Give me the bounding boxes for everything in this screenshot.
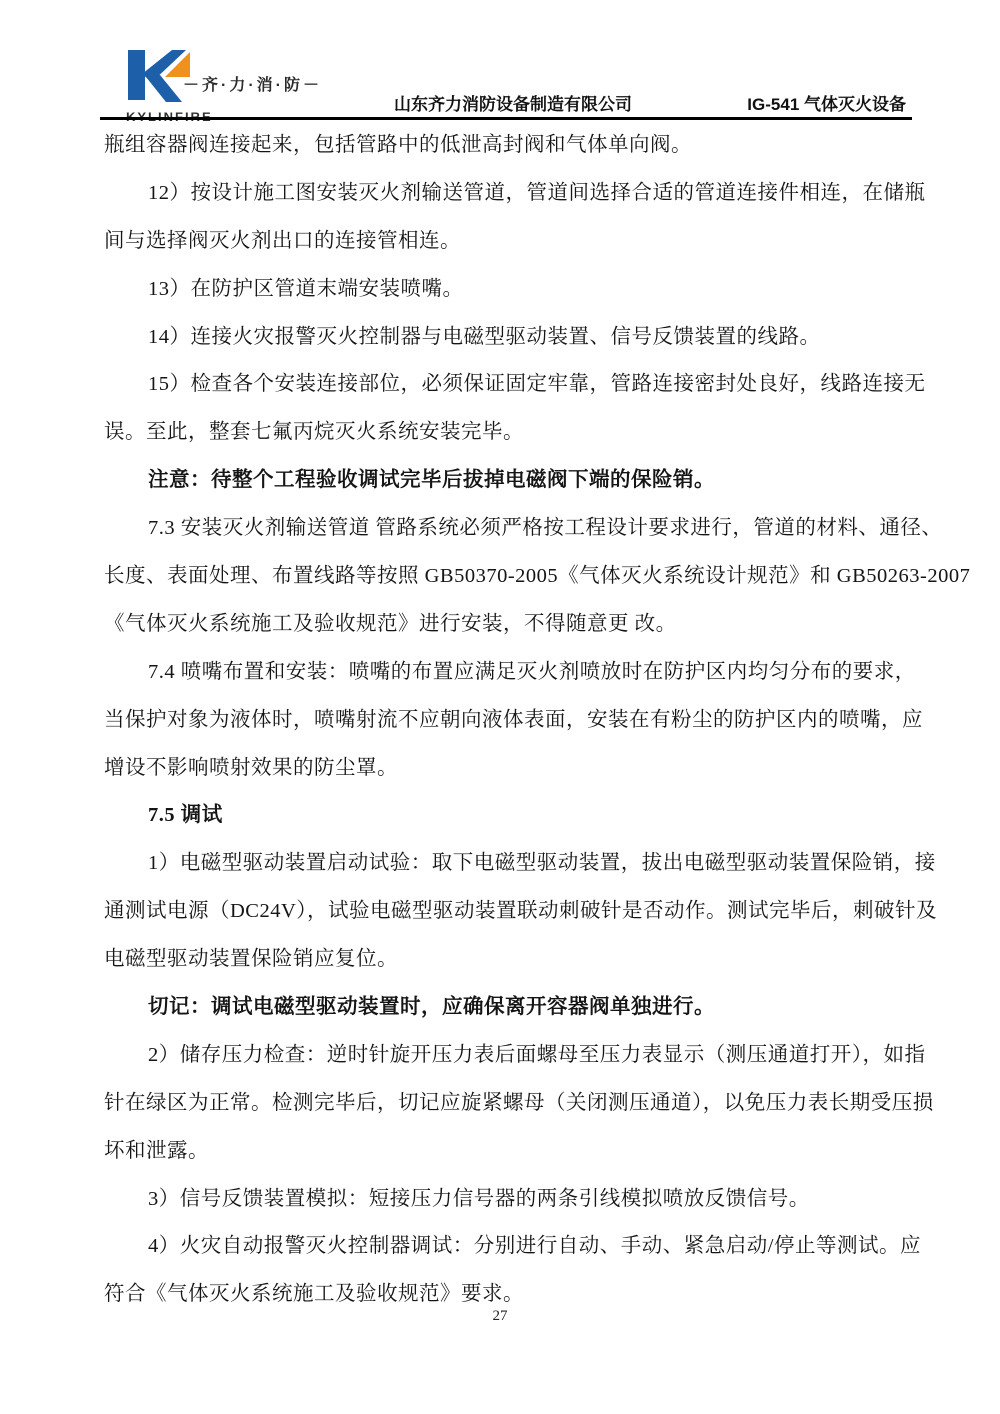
text-line: 误。至此，整套七氟丙烷灭火系统安装完毕。 [104,421,524,444]
text-line: 瓶组容器阀连接起来，包括管路中的低泄高封阀和气体单向阀。 [104,134,692,156]
text-line: 14）连接火灾报警灭火控制器与电磁型驱动装置、信号反馈装置的线路。 [148,325,821,348]
text-line: 1）电磁型驱动装置启动试验：取下电磁型驱动装置，拔出电磁型驱动装置保险销，接 [148,852,936,875]
text-line: 4）火灾自动报警灭火控制器调试：分别进行自动、手动、紧急启动/停止等测试。应 [148,1235,921,1258]
text-line: 针在绿区为正常。检测完毕后，切记应旋紧螺母（关闭测压通道），以免压力表长期受压损 [104,1091,934,1114]
text-line: 间与选择阀灭火剂出口的连接管相连。 [104,229,461,252]
header-divider [100,117,912,120]
text-line: 13）在防护区管道末端安装喷嘴。 [148,277,464,300]
text-line: 长度、表面处理、布置线路等按照 GB50370-2005《气体灭火系统设计规范》和 GB50263-2007 [104,565,971,588]
logo-tagline: －齐·力·消·防－ [183,77,322,94]
text-line: 注意：待整个工程验收调试完毕后拔掉电磁阀下端的保险销。 [148,469,715,492]
document-body [104,122,971,1319]
text-line: 通测试电源（DC24V），试验电磁型驱动装置联动刺破针是否动作。测试完毕后，刺破针及 [104,900,938,923]
text-line: 15）检查各个安装连接部位，必须保证固定牢靠，管路连接密封处良好，线路连接无 [148,373,926,396]
page-number: 27 [492,1308,508,1324]
text-line: 电磁型驱动装置保险销应复位。 [104,948,398,971]
header-company-name: 山东齐力消防设备制造有限公司 [394,95,632,114]
text-line: 2）储存压力检查：逆时针旋开压力表后面螺母至压力表显示（测压通道打开），如指 [148,1043,926,1066]
text-line: 《气体灭火系统施工及验收规范》进行安装，不得随意更 改。 [104,612,677,635]
header-document-title: IG-541 气体灭火设备 [747,95,906,114]
text-line: 7.4 喷嘴布置和安装：喷嘴的布置应满足灭火剂喷放时在防护区内均匀分布的要求， [148,660,916,683]
text-line: 符合《气体灭火系统施工及验收规范》要求。 [104,1283,524,1306]
text-line: 切记：调试电磁型驱动装置时，应确保离开容器阀单独进行。 [148,996,715,1019]
text-line: 7.5 调试 [148,804,223,827]
text-line: 当保护对象为液体时，喷嘴射流不应朝向液体表面，安装在有粉尘的防护区内的喷嘴，应 [104,708,923,731]
text-line: 12）按设计施工图安装灭火剂输送管道，管道间选择合适的管道连接件相连，在储瓶 [148,181,926,204]
text-line: 坏和泄露。 [104,1139,209,1162]
text-line: 7.3 安装灭火剂输送管道 管路系统必须严格按工程设计要求进行，管道的材料、通径、 [148,517,943,540]
text-line: 增设不影响喷射效果的防尘罩。 [104,756,398,779]
text-line: 3）信号反馈装置模拟：短接压力信号器的两条引线模拟喷放反馈信号。 [148,1187,810,1210]
